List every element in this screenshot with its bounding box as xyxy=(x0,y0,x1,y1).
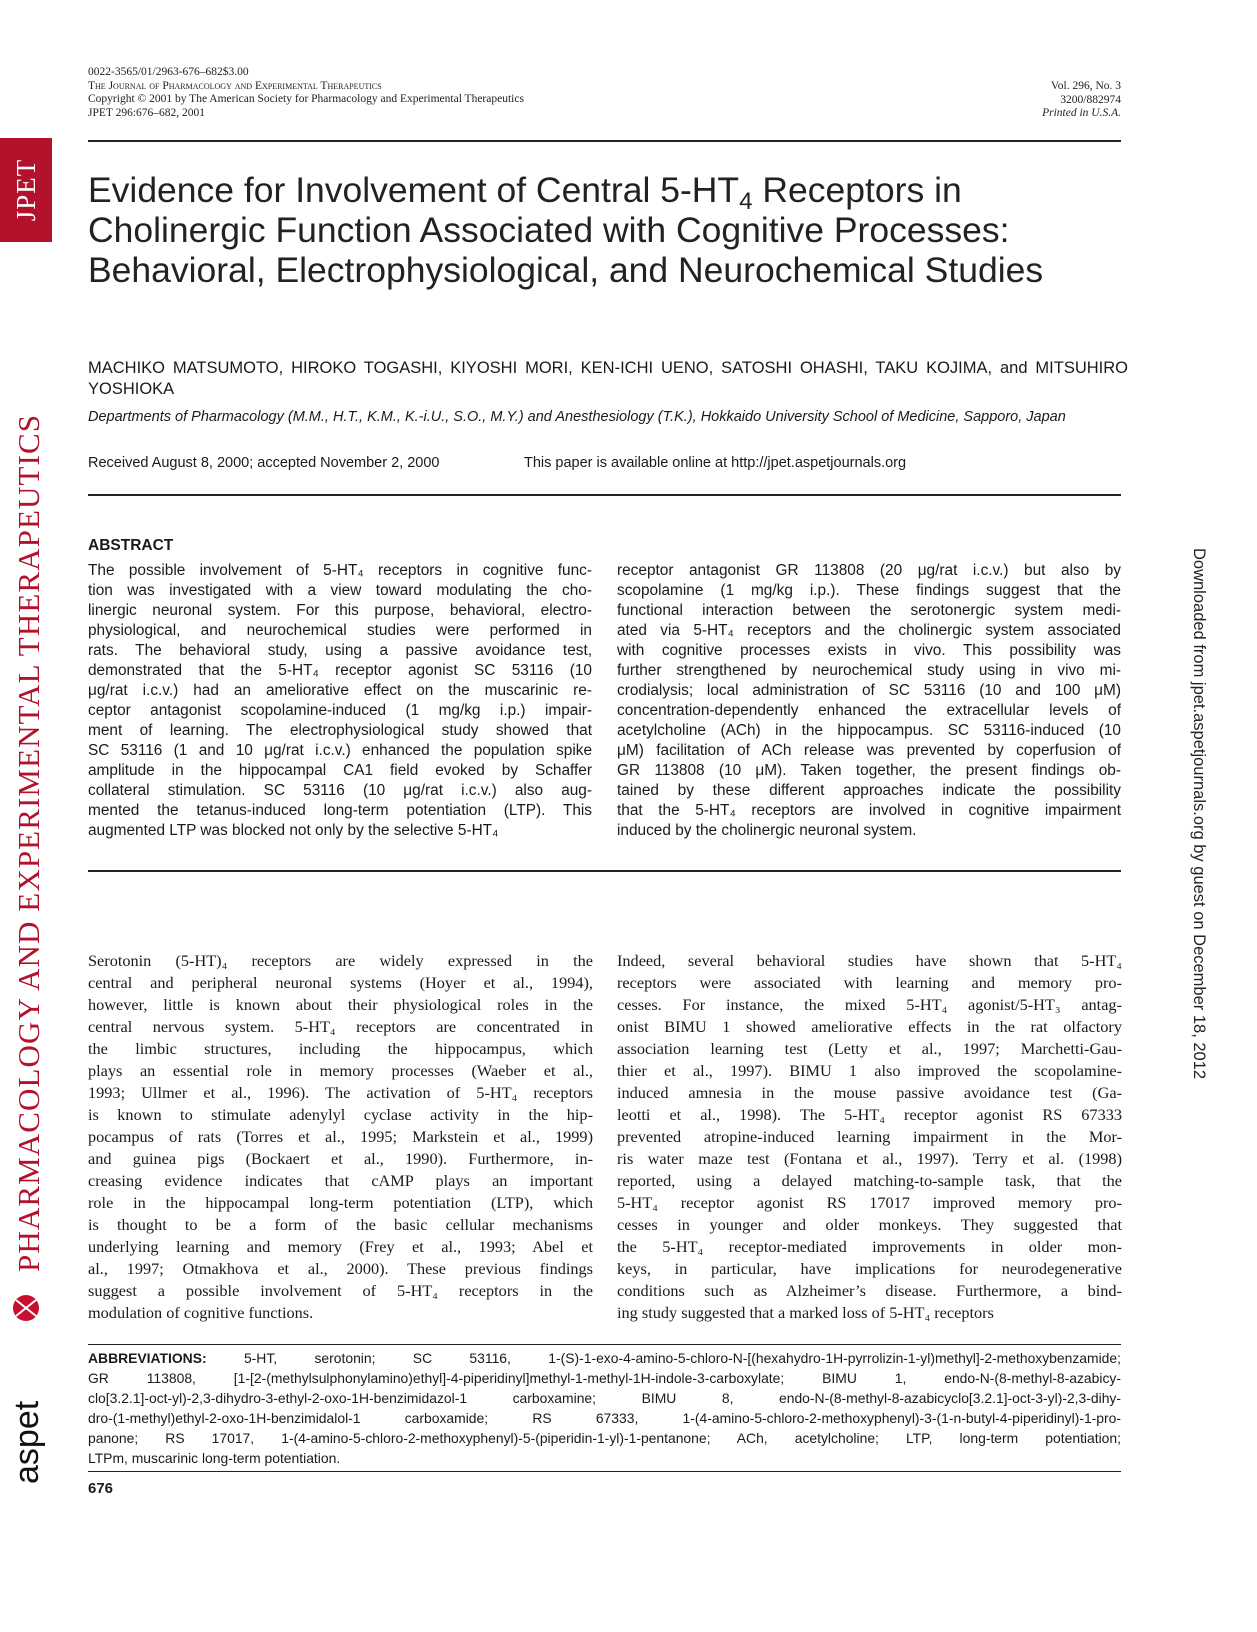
body-right-line: leotti et al., 1998). The 5-HT₄ receptor agonist RS 67333 xyxy=(617,1105,1122,1124)
body-right-line: reported, using a delayed matching-to-sample task, that the xyxy=(617,1171,1122,1190)
abstract-right-line: tained by these different approaches indicate the possibility xyxy=(617,782,1121,799)
abstract-left-line: tion was investigated with a view toward modulating the cho- xyxy=(88,582,592,599)
title-line-2: Cholinergic Function Associated with Cognitive Processes: xyxy=(88,210,1010,250)
body-left-line: plays an essential role in memory processes (Waeber et al., xyxy=(88,1061,593,1080)
abstract-right-line: GR 113808 (10 μM). Taken together, the present findings ob- xyxy=(617,762,1121,779)
body-right-line: onist BIMU 1 showed ameliorative effects in the rat olfactory xyxy=(617,1017,1122,1036)
abbreviations-line: GR 113808, [1-[2-(methylsulphonylamino)ethyl]-4-piperidinyl]methyl-1-methyl-1H-indole-3-carboxylate; BIMU 1, endo-N-(8-methyl-8-azabicy- xyxy=(88,1370,1121,1386)
page-number: 676 xyxy=(88,1480,114,1497)
body-right-line: keys, in particular, have implications for neurodegenerative xyxy=(617,1259,1122,1278)
abstract-left-line: ment of learning. The electrophysiological study showed that xyxy=(88,722,592,739)
body-left-line: central nervous system. 5-HT₄ receptors are concentrated in xyxy=(88,1017,593,1036)
abstract-left-line: augmented LTP was blocked not only by the selective 5-HT₄ xyxy=(88,822,499,839)
body-right-line: ing study suggested that a marked loss of 5-HT₄ receptors xyxy=(617,1303,994,1322)
abstract-left-column xyxy=(88,561,592,841)
body-right-line: association learning test (Letty et al., 1997; Marchetti-Gau- xyxy=(617,1039,1122,1058)
abstract-right-column xyxy=(617,561,1121,841)
spine-journal-name: PHARMACOLOGY AND EXPERIMENTAL THERAPEUTICS xyxy=(11,413,46,1272)
author-list: MACHIKO MATSUMOTO, HIROKO TOGASHI, KIYOSHI MORI, KEN-ICHI UENO, SATOSHI OHASHI, TAKU KOJIMA, and MITSUHIRO YOSHIOKA xyxy=(88,359,1128,398)
header-rule xyxy=(88,140,1121,142)
abstract-right-line: with cognitive processes exists in vivo. This possibility was xyxy=(617,642,1121,659)
header-copyright: Copyright © 2001 by The American Society for Pharmacology and Experimental Therapeutics xyxy=(88,93,524,105)
aspet-logo xyxy=(2,1290,50,1486)
affiliation: Departments of Pharmacology (M.M., H.T., K.M., K.-i.U., S.O., M.Y.) and Anesthesiology (T.K.), Hokkaido University School of Medicine, Sapporo, Japan xyxy=(88,409,1066,425)
header-issn: 0022-3565/01/2963-676–682$3.00 xyxy=(88,66,249,78)
body-left-line: pocampus of rats (Torres et al., 1995; Markstein et al., 1999) xyxy=(88,1127,593,1146)
header-jpet-ref: JPET 296:676–682, 2001 xyxy=(88,106,206,119)
body-left-line: underlying learning and memory (Frey et al., 1993; Abel et xyxy=(88,1237,593,1256)
abstract-heading: ABSTRACT xyxy=(88,537,174,554)
body-right-line: receptors were associated with learning and memory pro- xyxy=(617,973,1122,992)
abbreviations-line: LTPm, muscarinic long-term potentiation. xyxy=(88,1450,341,1466)
abbreviations-text: 5-HT, serotonin; SC 53116, 1-(S)-1-exo-4-amino-5-chloro-N-[(hexahydro-1H-pyrrolizin-1-yl)methyl]-2-methoxybenzamide; xyxy=(243,1350,1121,1366)
abstract-right-line: crodialysis; local administration of SC 53116 (10 and 100 μM) xyxy=(617,682,1121,699)
abstract-right-line: induced by the cholinergic neuronal system. xyxy=(617,822,917,839)
abstract-right-line: functional interaction between the serotonergic system medi- xyxy=(617,602,1121,619)
footer-rule xyxy=(88,1471,1121,1472)
title-line-1 xyxy=(88,170,962,215)
spine-tab-label: JPET xyxy=(11,158,41,222)
title-subscript: 4 xyxy=(739,187,753,215)
body-right-line: conditions such as Alzheimer’s disease. Furthermore, a bind- xyxy=(617,1281,1122,1300)
received-dates: Received August 8, 2000; accepted November 2, 2000 xyxy=(88,455,440,471)
abbreviations-line: panone; RS 17017, 1-(4-amino-5-chloro-2-methoxyphenyl)-5-(piperidin-1-yl)-1-pentanone; ACh, acetylcholine; LTP, long-term potentiation; xyxy=(88,1430,1121,1446)
body-right-line: 5-HT₄ receptor agonist RS 17017 improved memory pro- xyxy=(617,1193,1122,1212)
abstract-bottom-rule xyxy=(88,870,1121,872)
body-right-line: cesses. For instance, the mixed 5-HT₄ agonist/5-HT₃ antag- xyxy=(617,995,1122,1014)
body-left-column xyxy=(88,950,593,1324)
body-left-line: Serotonin (5-HT)₄ receptors are widely expressed in the xyxy=(88,951,593,970)
body-right-line: Indeed, several behavioral studies have shown that 5-HT₄ xyxy=(617,951,1122,970)
abstract-left-line: ceptor antagonist scopolamine-induced (1 mg/kg i.p.) impair- xyxy=(88,702,592,719)
abstract-right-line: further strengthened by neurochemical study using in vivo mi- xyxy=(617,662,1121,679)
title-line-1-text: Evidence for Involvement of Central 5-HT xyxy=(88,170,740,210)
abbreviations-line: clo[3.2.1]-oct-yl)-2,3-dihydro-3-ethyl-2-oxo-1H-benzimidazol-1 carboxamine; BIMU 8, endo-N-(8-methyl-8-azabicyclo[3.2.1]-oct-3-yl)-2,3-dihy- xyxy=(88,1390,1121,1406)
body-right-line: prevented atropine-induced learning impairment in the Mor- xyxy=(617,1127,1122,1146)
body-left-line: suggest a possible involvement of 5-HT₄ receptors in the xyxy=(88,1281,593,1300)
body-left-line: central and peripheral neuronal systems (Hoyer et al., 1994), xyxy=(88,973,593,992)
abstract-left-line: The possible involvement of 5-HT₄ receptors in cognitive func- xyxy=(88,562,592,579)
body-right-line: ris water maze test (Fontana et al., 1997). Terry et al. (1998) xyxy=(617,1149,1122,1168)
body-left-line: however, little is known about their physiological roles in the xyxy=(88,995,593,1014)
header-volume: Vol. 296, No. 3 xyxy=(1050,80,1121,92)
title-line-1-end: Receptors in xyxy=(752,170,962,210)
aspet-logo-text: aspet xyxy=(8,1400,46,1484)
header-printed: Printed in U.S.A. xyxy=(1042,107,1121,119)
abstract-left-line: amplitude in the hippocampal CA1 field evoked by Schaffer xyxy=(88,762,592,779)
abstract-left-line: mented the tetanus-induced long-term potentiation (LTP). This xyxy=(88,802,592,819)
abstract-right-line: scopolamine (1 mg/kg i.p.). These findings suggest that the xyxy=(617,582,1121,599)
title-line-3: Behavioral, Electrophysiological, and Neurochemical Studies xyxy=(88,250,1044,290)
body-left-line: is thought to be a form of the basic cellular mechanisms xyxy=(88,1215,593,1234)
body-left-line: is known to stimulate adenylyl cyclase activity in the hip- xyxy=(88,1105,593,1124)
body-left-line: modulation of cognitive functions. xyxy=(88,1303,314,1322)
abstract-right-line: concentration-dependently enhanced the extracellular levels of xyxy=(617,702,1121,719)
body-right-column xyxy=(617,950,1122,1324)
abstract-left-line: SC 53116 (1 and 10 μg/rat i.c.v.) enhanced the population spike xyxy=(88,742,592,759)
abbreviations-footnote xyxy=(88,1348,1121,1468)
body-left-line: creasing evidence indicates that cAMP plays an important xyxy=(88,1171,593,1190)
body-right-line: induced amnesia in the mouse passive avoidance test (Ga- xyxy=(617,1083,1122,1102)
download-note: Downloaded from jpet.aspetjournals.org by guest on December 18, 2012 xyxy=(1190,548,1208,1080)
abstract-right-line: that the 5-HT₄ receptors are involved in cognitive impairment xyxy=(617,802,1121,819)
online-availability: This paper is available online at http://jpet.aspetjournals.org xyxy=(524,455,907,471)
abstract-left-line: rats. The behavioral study, using a passive avoidance test, xyxy=(88,642,592,659)
body-left-line: al., 1997; Otmakhova et al., 2000). These previous findings xyxy=(88,1259,593,1278)
body-left-line: 1993; Ullmer et al., 1996). The activation of 5-HT₄ receptors xyxy=(88,1083,593,1102)
abstract-left-line: linergic neuronal system. For this purpose, behavioral, electro- xyxy=(88,602,592,619)
header-journal: The Journal of Pharmacology and Experimental Therapeutics xyxy=(88,79,382,92)
header-manuscript-id: 3200/882974 xyxy=(1060,93,1121,106)
abstract-right-line: receptor antagonist GR 113808 (20 μg/rat i.c.v.) but also by xyxy=(617,562,1121,579)
abbreviations-line xyxy=(88,1348,1121,1368)
jpet-spine-tab xyxy=(0,138,52,242)
body-right-line: thier et al., 1997). BIMU 1 also improved the scopolamine- xyxy=(617,1061,1122,1080)
abbreviations-label: ABBREVIATIONS: xyxy=(88,1350,207,1366)
abstract-left-line: μg/rat i.c.v.) had an ameliorative effect on the muscarinic re- xyxy=(88,682,592,699)
abstract-top-rule xyxy=(88,494,1121,496)
header-citation xyxy=(88,66,524,120)
article-title xyxy=(88,170,1128,290)
abstract-right-line: μM) facilitation of ACh release was prevented by coperfusion of xyxy=(617,742,1121,759)
abstract-right-line: ated via 5-HT₄ receptors and the cholinergic system associated xyxy=(617,622,1121,639)
body-left-line: role in the hippocampal long-term potentiation (LTP), which xyxy=(88,1193,593,1212)
abbreviations-rule xyxy=(88,1344,1121,1345)
abstract-left-line: demonstrated that the 5-HT₄ receptor agonist SC 53116 (10 xyxy=(88,662,592,679)
abstract-left-line: physiological, and neurochemical studies were performed in xyxy=(88,622,592,639)
abstract-right-line: acetylcholine (ACh) in the hippocampus. SC 53116-induced (10 xyxy=(617,722,1121,739)
body-left-line: and guinea pigs (Bockaert et al., 1990). Furthermore, in- xyxy=(88,1149,593,1168)
abbreviations-line: dro-(1-methyl)ethyl-2-oxo-1H-benzimidalol-1 carboxamide; RS 67333, 1-(4-amino-5-chloro-2-methoxyphenyl)-3-(1-n-butyl-4-piperidinyl)-1-pro- xyxy=(88,1410,1121,1426)
body-left-line: the limbic structures, including the hippocampus, which xyxy=(88,1039,593,1058)
header-volume-info xyxy=(1042,80,1121,121)
body-right-line: cesses in younger and older monkeys. They suggested that xyxy=(617,1215,1122,1234)
abstract-left-line: collateral stimulation. SC 53116 (10 μg/rat i.c.v.) also aug- xyxy=(88,782,592,799)
body-right-line: the 5-HT₄ receptor-mediated improvements in older mon- xyxy=(617,1237,1122,1256)
